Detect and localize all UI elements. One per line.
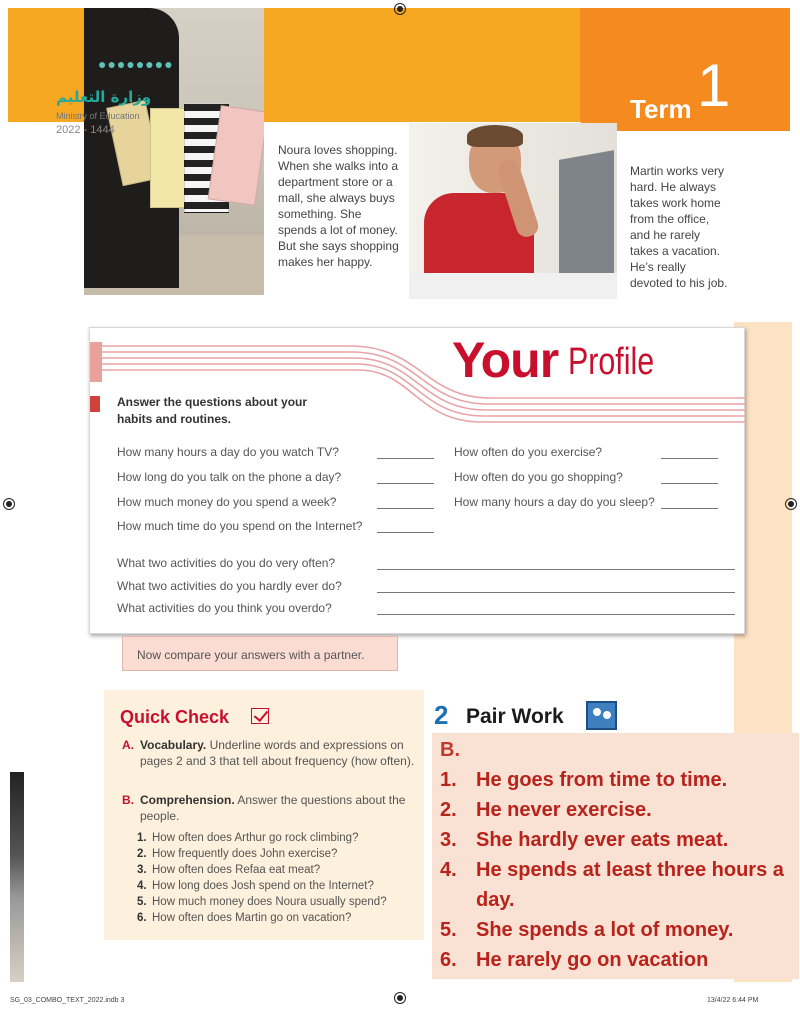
profile-question-long: What two activities do you do very often?: [117, 556, 336, 570]
item-text: How frequently does John exercise?: [152, 848, 338, 860]
compare-box: [122, 636, 398, 671]
answer-blank[interactable]: [377, 483, 434, 484]
photo-desk: [409, 273, 617, 299]
section-letter: B.: [122, 793, 134, 807]
answer-line: [440, 915, 795, 945]
logo-arabic: وزارة التعليم: [56, 88, 152, 106]
answer-blank[interactable]: [661, 458, 718, 459]
quick-check-box: [104, 690, 424, 940]
vocabulary-label: Vocabulary.: [140, 738, 207, 752]
answer-blank-long[interactable]: [377, 614, 735, 615]
question-item: [137, 880, 374, 892]
registration-mark-icon: [394, 992, 406, 1004]
profile-title-your: Your: [452, 332, 559, 388]
answer-line: [440, 855, 795, 915]
pair-work-title: Pair Work: [466, 705, 564, 728]
pair-work-number: 2: [434, 700, 449, 730]
photo-laptop: [559, 150, 614, 285]
answer-text: He rarely go on vacation: [476, 949, 709, 971]
profile-question: How often do you go shopping?: [454, 470, 623, 484]
your-profile-card: [89, 327, 745, 634]
item-number: 1.: [137, 832, 147, 844]
question-item: [137, 848, 337, 860]
item-text: How often does Martin go on vacation?: [152, 912, 352, 924]
footer-timestamp: 13/4/22 6:44 PM: [707, 997, 759, 1004]
profile-question-long: What two activities do you hardly ever do?: [117, 579, 342, 593]
answers-heading: B.: [440, 739, 460, 761]
logo-year: 2022 - 1444: [56, 124, 115, 136]
registration-mark-icon: [785, 498, 797, 510]
compare-text: Now compare your answers with a partner.: [137, 648, 365, 662]
answer-blank[interactable]: [377, 508, 434, 509]
logo-mark: ●●●●●●●●: [98, 56, 174, 72]
answer-number: 5.: [440, 919, 457, 941]
answer-text: He goes from time to time.: [476, 769, 728, 791]
answer-blank[interactable]: [377, 458, 434, 459]
quick-check-title: Quick Check: [120, 707, 230, 727]
item-number: 2.: [137, 848, 147, 860]
martin-paragraph: Martin works very hard. He always takes work home from the office, and he rarely takes a vacation. He’s really devoted to his job.: [630, 164, 728, 290]
profile-question: How often do you exercise?: [454, 445, 603, 459]
answer-text: She spends a lot of money.: [476, 919, 734, 941]
answer-text: He never exercise.: [476, 799, 652, 821]
checkbox-icon: [251, 708, 269, 724]
profile-question: How long do you talk on the phone a day?: [117, 470, 342, 484]
answer-line: [440, 825, 795, 855]
answer-text: She hardly ever eats meat.: [476, 829, 729, 851]
registration-mark-icon: [394, 3, 406, 15]
item-number: 4.: [137, 880, 147, 892]
comprehension-instruction: [140, 792, 415, 824]
ministry-logo: [56, 56, 206, 136]
martin-working-photo: [409, 123, 617, 299]
term-label: Term: [630, 94, 692, 124]
vocabulary-instruction: [140, 737, 415, 769]
profile-question: How many hours a day do you watch TV?: [117, 445, 339, 459]
item-number: 5.: [137, 896, 147, 908]
section-letter: A.: [122, 738, 134, 752]
question-item: [137, 896, 387, 908]
answer-blank[interactable]: [661, 483, 718, 484]
answer-number: 4.: [440, 859, 457, 881]
photo-hair: [467, 125, 523, 147]
profile-question-long: What activities do you think you overdo?: [117, 601, 332, 615]
answer-blank-long[interactable]: [377, 592, 735, 593]
registration-mark-icon: [3, 498, 15, 510]
answer-line: [440, 945, 795, 975]
item-text: How often does Arthur go rock climbing?: [152, 832, 359, 844]
pair-work-icon: [586, 701, 617, 730]
comprehension-label: Comprehension.: [140, 793, 235, 807]
profile-question: How much money do you spend a week?: [117, 495, 337, 509]
noura-shopping-photo: [84, 8, 264, 295]
question-item: [137, 912, 351, 924]
question-item: [137, 832, 358, 844]
answers-panel: [432, 733, 799, 979]
profile-question: How many hours a day do you sleep?: [454, 495, 655, 509]
answer-text: He spends at least three hours a day.: [476, 859, 784, 911]
question-item: [137, 864, 320, 876]
answer-line: [440, 795, 795, 825]
answer-number: 1.: [440, 769, 457, 791]
item-text: How long does Josh spend on the Internet?: [152, 880, 374, 892]
profile-instruction: Answer the questions about your habits and routines.: [117, 395, 308, 426]
term-number: 1: [697, 52, 731, 119]
item-number: 3.: [137, 864, 147, 876]
logo-english: Ministry of Education: [56, 111, 140, 121]
noura-paragraph: Noura loves shopping. When she walks into a department store or a mall, she always buys something. She spends a lot of money. But she says shopping makes her happy.: [278, 143, 399, 269]
profile-title-profile: Profile: [568, 341, 655, 383]
footer-file-name: SG_03_COMBO_TEXT_2022.indb 3: [10, 997, 125, 1004]
section-marker: [90, 396, 100, 412]
answer-number: 2.: [440, 799, 457, 821]
photo-edge: [10, 772, 24, 982]
item-text: How often does Refaa eat meat?: [152, 864, 321, 876]
item-number: 6.: [137, 912, 147, 924]
comprehension-text: Answer the questions about the people.: [140, 793, 406, 823]
answer-blank-long[interactable]: [377, 569, 735, 570]
answer-blank[interactable]: [377, 532, 434, 533]
answer-number: 6.: [440, 949, 457, 971]
answer-line: [440, 765, 795, 795]
answer-blank[interactable]: [661, 508, 718, 509]
item-text: How much money does Noura usually spend?: [152, 896, 387, 908]
section-marker: [90, 342, 102, 382]
answer-number: 3.: [440, 829, 457, 851]
vocabulary-text: Underline words and expressions on pages 2 and 3 that tell about frequency (how often).: [140, 738, 415, 768]
profile-question: How much time do you spend on the Internet?: [117, 519, 363, 533]
